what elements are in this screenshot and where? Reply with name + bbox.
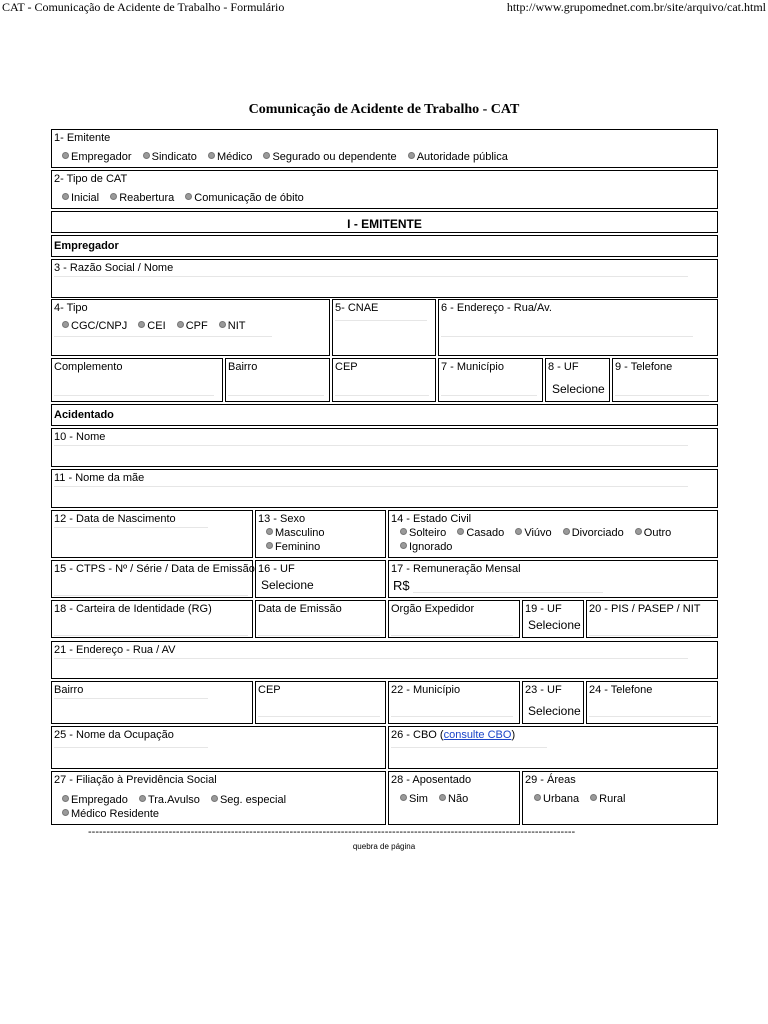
radio-nit[interactable]: NIT bbox=[219, 320, 246, 332]
radio-icon[interactable] bbox=[62, 795, 69, 802]
uf19-box bbox=[522, 600, 584, 638]
municipio22-input[interactable] bbox=[391, 702, 513, 717]
cep2-box bbox=[255, 681, 386, 724]
radio-icon[interactable] bbox=[62, 193, 69, 200]
radio-cei[interactable]: CEI bbox=[138, 320, 165, 332]
radio-urbana[interactable]: Urbana bbox=[534, 793, 579, 805]
sexo-box bbox=[255, 510, 386, 558]
data-emissao-input[interactable] bbox=[258, 621, 380, 636]
aposentado-options bbox=[400, 793, 476, 805]
radio-icon[interactable] bbox=[457, 528, 464, 535]
nome-input[interactable] bbox=[54, 431, 688, 446]
radio-seg-especial[interactable]: Seg. especial bbox=[211, 794, 286, 806]
orgao-input[interactable] bbox=[391, 621, 513, 636]
rg-input[interactable] bbox=[54, 621, 248, 636]
radio-icon[interactable] bbox=[515, 528, 522, 535]
radio-autoridade[interactable]: Autoridade pública bbox=[408, 151, 508, 163]
radio-icon[interactable] bbox=[185, 193, 192, 200]
page-break-line: ------------------------------------------------------------------------------------------------------------------------------------- bbox=[88, 826, 576, 838]
telefone24-box bbox=[586, 681, 718, 724]
emitente-options bbox=[62, 151, 516, 163]
uf16-select[interactable]: Selecione bbox=[261, 578, 314, 592]
radio-icon[interactable] bbox=[143, 152, 150, 159]
radio-ignorado[interactable]: Ignorado bbox=[400, 540, 679, 554]
radio-cpf[interactable]: CPF bbox=[177, 320, 208, 332]
aposentado-label: 28 - Aposentado bbox=[391, 774, 472, 786]
uf23-label: 23 - UF bbox=[525, 684, 562, 696]
municipio22-label: 22 - Município bbox=[391, 684, 461, 696]
page-title-header: CAT - Comunicação de Acidente de Trabalho - Formulário bbox=[2, 0, 285, 14]
bairro2-box bbox=[51, 681, 253, 724]
radio-inicial[interactable]: Inicial bbox=[62, 192, 99, 204]
radio-icon[interactable] bbox=[139, 795, 146, 802]
radio-icon[interactable] bbox=[110, 193, 117, 200]
bairro-input[interactable] bbox=[228, 381, 324, 396]
data-emissao-label: Data de Emissão bbox=[258, 603, 342, 615]
remuneracao-input[interactable] bbox=[413, 578, 603, 593]
consulte-cbo-link[interactable]: consulte CBO bbox=[443, 729, 512, 741]
razao-social-box bbox=[51, 259, 718, 298]
uf19-label: 19 - UF bbox=[525, 603, 562, 615]
ocupacao-box bbox=[51, 726, 386, 769]
nome-mae-label: 11 - Nome da mãe bbox=[54, 472, 145, 484]
uf16-label: 16 - UF bbox=[258, 563, 295, 575]
empregador-heading: Empregador bbox=[54, 240, 119, 252]
radio-avulso[interactable]: Tra.Avulso bbox=[139, 794, 200, 806]
endereco-label: 6 - Endereço - Rua/Av. bbox=[441, 302, 552, 314]
razao-social-input[interactable] bbox=[54, 262, 688, 277]
radio-icon[interactable] bbox=[211, 795, 218, 802]
telefone9-input[interactable] bbox=[615, 381, 709, 396]
acidentado-heading: Acidentado bbox=[54, 409, 114, 421]
cnae-input[interactable] bbox=[335, 306, 427, 321]
tipo-cat-options bbox=[62, 192, 312, 204]
radio-reabertura[interactable]: Reabertura bbox=[110, 192, 174, 204]
radio-icon[interactable] bbox=[263, 152, 270, 159]
cbo-box bbox=[388, 726, 718, 769]
radio-masculino[interactable]: Masculino bbox=[266, 526, 325, 540]
radio-rural[interactable]: Rural bbox=[590, 793, 625, 805]
areas-label: 29 - Áreas bbox=[525, 774, 576, 786]
radio-icon[interactable] bbox=[266, 542, 273, 549]
nome-label: 10 - Nome bbox=[54, 431, 106, 443]
municipio-input[interactable] bbox=[441, 381, 537, 396]
radio-icon[interactable] bbox=[439, 794, 446, 801]
remuneracao-currency: R$ bbox=[393, 578, 410, 593]
cnae-label: 5- CNAE bbox=[335, 302, 379, 314]
radio-icon[interactable] bbox=[635, 528, 642, 535]
radio-medico[interactable]: Médico bbox=[208, 151, 252, 163]
uf23-box bbox=[522, 681, 584, 724]
aposentado-box bbox=[388, 771, 520, 825]
radio-icon[interactable] bbox=[62, 809, 69, 816]
sexo-label: 13 - Sexo bbox=[258, 513, 306, 525]
radio-icon[interactable] bbox=[400, 794, 407, 801]
telefone24-label: 24 - Telefone bbox=[589, 684, 653, 696]
pis-input[interactable] bbox=[589, 621, 711, 636]
tipo-label: 4- Tipo bbox=[54, 302, 88, 314]
pis-label: 20 - PIS / PASEP / NIT bbox=[589, 603, 701, 615]
radio-icon[interactable] bbox=[400, 528, 407, 535]
radio-segurado[interactable]: Segurado ou dependente bbox=[263, 151, 396, 163]
bairro-box bbox=[225, 358, 330, 402]
radio-sim[interactable]: Sim bbox=[400, 793, 428, 805]
emitente-label: 1- Emitente bbox=[54, 132, 111, 144]
complemento-box bbox=[51, 358, 223, 402]
radio-empregador[interactable]: Empregador bbox=[62, 151, 132, 163]
bairro2-label: Bairro bbox=[54, 684, 84, 696]
estado-civil-box bbox=[388, 510, 718, 558]
radio-icon[interactable] bbox=[408, 152, 415, 159]
endereco21-box bbox=[51, 641, 718, 679]
complemento-input[interactable] bbox=[54, 381, 214, 396]
uf19-select[interactable]: Selecione bbox=[528, 618, 581, 632]
browser-print-header bbox=[0, 0, 768, 16]
cep2-label: CEP bbox=[258, 684, 281, 696]
section-emitente-title: I - EMITENTE bbox=[347, 217, 422, 231]
ocupacao-input[interactable] bbox=[54, 733, 208, 748]
nome-mae-input[interactable] bbox=[54, 472, 688, 487]
radio-empregado[interactable]: Empregado bbox=[62, 794, 128, 806]
municipio-box bbox=[438, 358, 543, 402]
radio-icon[interactable] bbox=[590, 794, 597, 801]
remuneracao-box bbox=[388, 560, 718, 598]
endereco21-label: 21 - Endereço - Rua / AV bbox=[54, 644, 176, 656]
radio-divorciado[interactable]: Divorciado bbox=[563, 527, 624, 539]
section-emitente bbox=[51, 211, 718, 233]
rg-label: 18 - Carteira de Identidade (RG) bbox=[54, 603, 212, 615]
pis-box bbox=[586, 600, 718, 638]
acidentado-heading-box bbox=[51, 404, 718, 426]
cnae-box bbox=[332, 299, 436, 356]
nascimento-box bbox=[51, 510, 253, 558]
endereco-box bbox=[438, 299, 718, 356]
tipo-cat-box bbox=[51, 170, 718, 209]
radio-casado[interactable]: Casado bbox=[457, 527, 504, 539]
radio-icon[interactable] bbox=[563, 528, 570, 535]
ctps-label: 15 - CTPS - Nº / Série / Data de Emissão bbox=[54, 563, 255, 575]
radio-obito[interactable]: Comunicação de óbito bbox=[185, 192, 303, 204]
radio-solteiro[interactable]: Solteiro bbox=[400, 527, 446, 539]
filiacao-options bbox=[62, 793, 294, 821]
radio-outro[interactable]: Outro bbox=[635, 527, 672, 539]
cep-input[interactable] bbox=[335, 381, 429, 396]
radio-cnpj[interactable]: CGC/CNPJ bbox=[62, 320, 127, 332]
tipo-box bbox=[51, 299, 330, 356]
nascimento-input[interactable] bbox=[54, 513, 208, 528]
remuneracao-label: 17 - Remuneração Mensal bbox=[391, 563, 521, 575]
ctps-input[interactable] bbox=[54, 581, 248, 596]
cbo-label: 26 - CBO (consulte CBO) bbox=[391, 729, 516, 741]
cep-label: CEP bbox=[335, 361, 358, 373]
uf8-select[interactable]: Selecione bbox=[552, 382, 605, 396]
bairro-label: Bairro bbox=[228, 361, 258, 373]
orgao-box bbox=[388, 600, 520, 638]
nascimento-label: 12 - Data de Nascimento bbox=[54, 513, 176, 525]
radio-sindicato[interactable]: Sindicato bbox=[143, 151, 197, 163]
radio-feminino[interactable]: Feminino bbox=[266, 540, 325, 554]
radio-icon[interactable] bbox=[62, 152, 69, 159]
telefone9-box bbox=[612, 358, 718, 402]
filiacao-label: 27 - Filiação à Previdência Social bbox=[54, 774, 217, 786]
filiacao-box bbox=[51, 771, 386, 825]
endereco21-input[interactable] bbox=[54, 644, 688, 659]
data-emissao-box bbox=[255, 600, 386, 638]
telefone9-label: 9 - Telefone bbox=[615, 361, 673, 373]
estado-civil-label: 14 - Estado Civil bbox=[391, 513, 472, 525]
cep2-input[interactable] bbox=[258, 702, 380, 717]
radio-viuvo[interactable]: Viúvo bbox=[515, 527, 551, 539]
tipo-number-input[interactable] bbox=[54, 322, 272, 337]
ctps-box bbox=[51, 560, 253, 598]
rg-box bbox=[51, 600, 253, 638]
areas-box bbox=[522, 771, 718, 825]
nome-box bbox=[51, 428, 718, 467]
tipo-cat-label: 2- Tipo de CAT bbox=[54, 173, 128, 185]
municipio-label: 7 - Município bbox=[441, 361, 504, 373]
uf16-box bbox=[255, 560, 386, 598]
orgao-label: Orgão Expedidor bbox=[391, 603, 475, 615]
uf8-box bbox=[545, 358, 610, 402]
radio-icon[interactable] bbox=[534, 794, 541, 801]
radio-nao[interactable]: Não bbox=[439, 793, 468, 805]
radio-icon[interactable] bbox=[266, 528, 273, 535]
ocupacao-label: 25 - Nome da Ocupação bbox=[54, 729, 174, 741]
empregador-heading-box bbox=[51, 235, 718, 257]
uf23-select[interactable]: Selecione bbox=[528, 704, 581, 718]
cep-box bbox=[332, 358, 436, 402]
bairro2-input[interactable] bbox=[54, 684, 208, 699]
radio-icon[interactable] bbox=[400, 542, 407, 549]
page-break-label: quebra de página bbox=[352, 842, 416, 851]
uf8-label: 8 - UF bbox=[548, 361, 579, 373]
endereco-input[interactable] bbox=[441, 322, 693, 337]
radio-medico-residente[interactable]: Médico Residente bbox=[62, 807, 294, 821]
complemento-label: Complemento bbox=[54, 361, 123, 373]
municipio22-box bbox=[388, 681, 520, 724]
razao-social-label: 3 - Razão Social / Nome bbox=[54, 262, 174, 274]
sexo-options bbox=[266, 526, 325, 554]
emitente-box bbox=[51, 129, 718, 168]
form-title: Comunicação de Acidente de Trabalho - CAT bbox=[248, 102, 520, 117]
telefone24-input[interactable] bbox=[589, 702, 711, 717]
radio-icon[interactable] bbox=[208, 152, 215, 159]
cbo-input[interactable] bbox=[391, 733, 547, 748]
page-url-header: http://www.grupomednet.com.br/site/arquivo/cat.html bbox=[506, 0, 766, 14]
estado-civil-options bbox=[400, 526, 679, 554]
nome-mae-box bbox=[51, 469, 718, 508]
areas-options bbox=[534, 793, 633, 805]
